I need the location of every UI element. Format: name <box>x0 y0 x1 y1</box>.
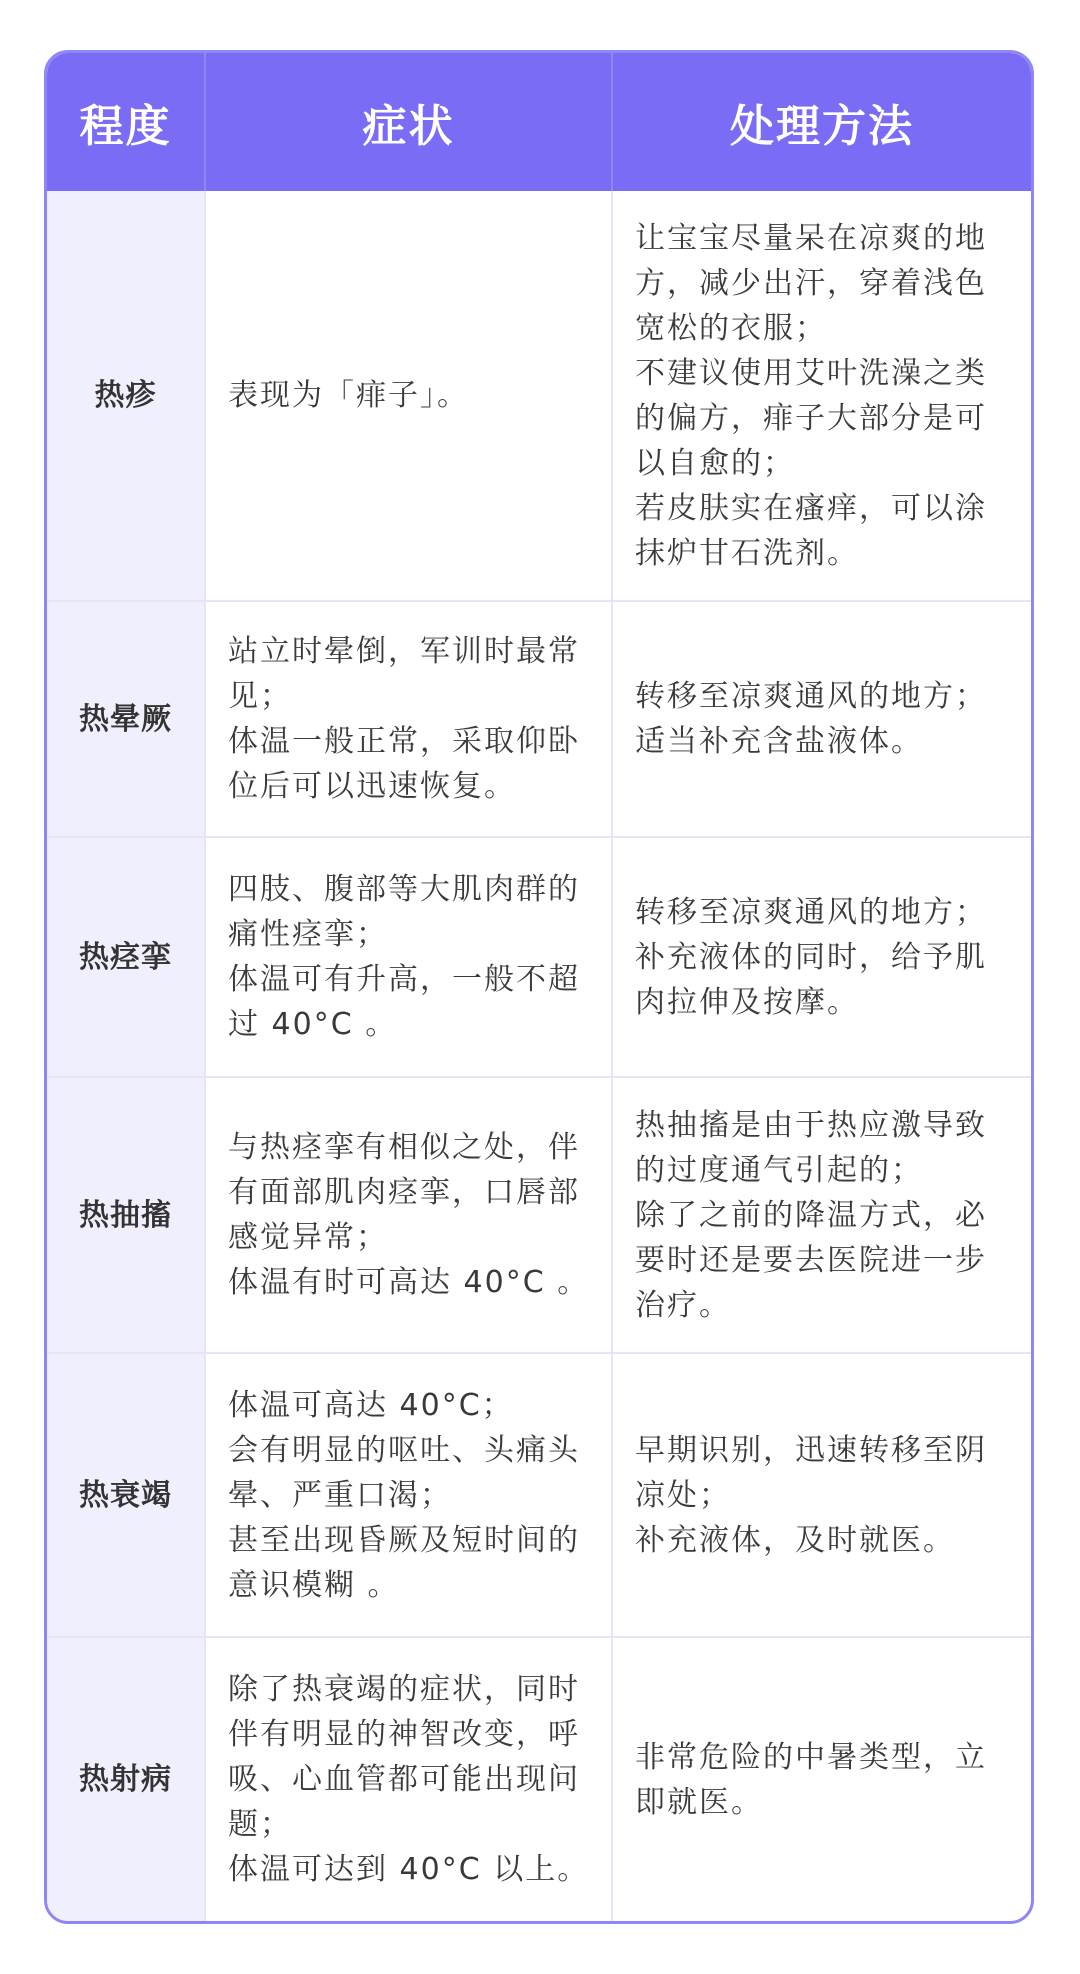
symptom-cell: 站立时晕倒，军训时最常见； 体温一般正常，采取仰卧位后可以迅速恢复。 <box>205 601 612 837</box>
level-cell: 热衰竭 <box>47 1353 205 1637</box>
level-cell: 热射病 <box>47 1637 205 1921</box>
level-cell: 热痉挛 <box>47 837 205 1077</box>
header-treatment: 处理方法 <box>612 53 1031 191</box>
treatment-cell: 热抽搐是由于热应激导致的过度通气引起的； 除了之前的降温方式，必要时还是要去医院进一步治疗。 <box>612 1077 1031 1353</box>
symptom-cell: 四肢、腹部等大肌肉群的痛性痉挛； 体温可有升高，一般不超过 40°C 。 <box>205 837 612 1077</box>
treatment-cell: 让宝宝尽量呆在凉爽的地方，减少出汗，穿着浅色宽松的衣服； 不建议使用艾叶洗澡之类的偏方，痱子大部分是可以自愈的； 若皮肤实在瘙痒，可以涂抹炉甘石洗剂。 <box>612 191 1031 601</box>
level-cell: 热抽搐 <box>47 1077 205 1353</box>
heatstroke-table <box>47 53 1031 1921</box>
table-row <box>47 1637 1031 1921</box>
symptom-cell: 体温可高达 40°C； 会有明显的呕吐、头痛头晕、严重口渴； 甚至出现昏厥及短时间的意识模糊 。 <box>205 1353 612 1637</box>
level-cell: 热疹 <box>47 191 205 601</box>
table-row <box>47 1353 1031 1637</box>
treatment-cell: 非常危险的中暑类型，立即就医。 <box>635 1739 987 1820</box>
heatstroke-table-card <box>44 50 1034 1924</box>
table-header-row <box>47 53 1031 191</box>
symptom-cell: 除了热衰竭的症状，同时伴有明显的神智改变，呼吸、心血管都可能出现问题； 体温可达到 40°C 以上。 <box>205 1637 612 1921</box>
table-row <box>47 1077 1031 1353</box>
header-symptom: 症状 <box>205 53 612 191</box>
treatment-cell: 转移至凉爽通风的地方； 适当补充含盐液体。 <box>612 601 1031 837</box>
table-row <box>47 191 1031 601</box>
symptom-cell: 表现为「痱子」。 <box>205 191 612 601</box>
table-row <box>47 601 1031 837</box>
treatment-cell: 转移至凉爽通风的地方； 补充液体的同时，给予肌肉拉伸及按摩。 <box>612 837 1031 1077</box>
header-level: 程度 <box>47 53 205 191</box>
symptom-cell: 与热痉挛有相似之处，伴有面部肌肉痉挛，口唇部感觉异常； 体温有时可高达 40°C 。 <box>205 1077 612 1353</box>
table-row <box>47 837 1031 1077</box>
treatment-cell: 早期识别，迅速转移至阴凉处； 补充液体，及时就医。 <box>612 1353 1031 1637</box>
level-cell: 热晕厥 <box>47 601 205 837</box>
